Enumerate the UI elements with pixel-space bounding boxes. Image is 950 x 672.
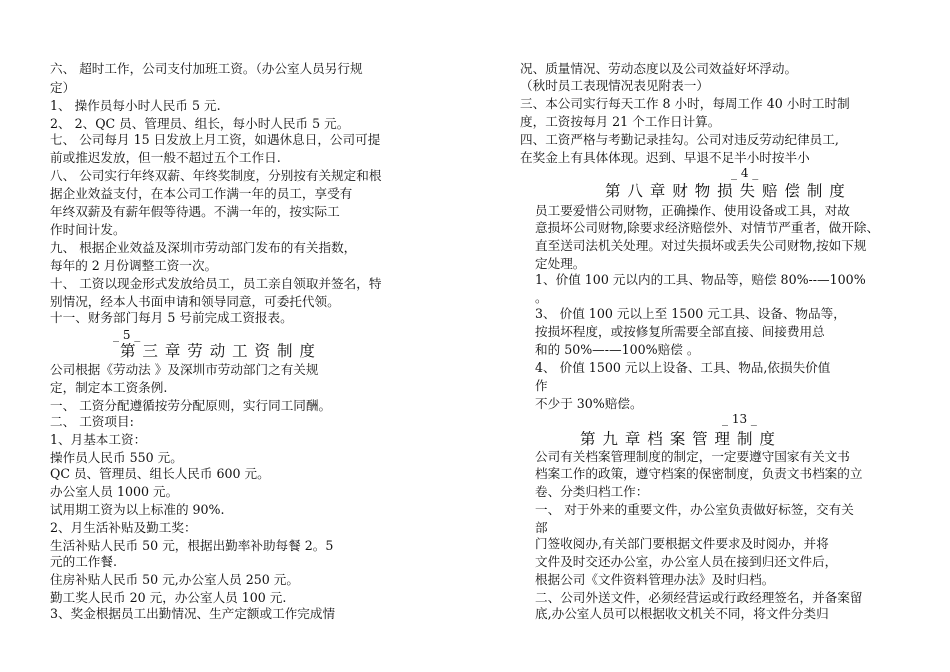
text-line: 一、 对于外来的重要文件，办公室负责做好标签，交有关 [535,502,854,517]
text-line: 3、奖金根据员工出勤情况、生产定额或工作完成情 [50,606,336,621]
text-line: 一、 工资分配遵循按劳分配原则，实行同工同酬。 [50,398,332,413]
text-line: 公司有关档案管理制度的制定，一定要遵守国家有关文书 [535,449,850,464]
text-line: 直至送司法机关处理。对过失损坏或丢失公司财物,按如下规 [535,238,867,253]
text-line: 卷、分类归档工作： [535,484,649,499]
text-line: 公司根据《劳动法 》及深圳市劳动部门之有关规 [50,362,319,377]
text-line: 二、 工资项目: [50,414,134,429]
text-line: 4、 价值 1500 元以上设备、工具、物品,依损失价值 [535,360,831,375]
text-line: 八、 公司实行年终双薪、年终奖制度，分别按有关规定和根 [50,168,382,183]
text-line: 别情况，经本人书面申请和领导同意，可委托代领。 [50,294,340,309]
text-line: 文件及时交还办公室，办公室人员在接到归还文件后， [535,554,838,569]
text-line: 操作员人民币 550 元。 [50,450,183,465]
text-line: 三、本公司实行每天工作 8 小时，每周工作 40 小时工时制 [520,96,850,111]
text-line: 四、工资严格与考勤记录挂勾。公司对违反劳动纪律员工, [520,132,839,147]
page-number: _ 4 _ [731,166,759,180]
text-line: 在奖金上有具体体现。迟到、早退不足半小时按半小 [520,150,810,165]
chapter-title: 第 三 章 劳 动 工 资 制 度 [120,342,316,360]
text-line: 每年的 2 月份调整工资一次。 [50,258,218,273]
text-line: 勤工奖人民币 20 元，办公室人员 100 元. [50,590,287,605]
text-line: 门签收阅办,有关部门要根据文件要求及时阅办，并将 [535,536,829,551]
text-line: 十一、财务部门每月 5 号前完成工资报表。 [50,310,293,325]
text-line: 和的 50%—-—100%赔偿 。 [535,342,700,357]
text-line: 根据公司《文件资料管理办法》及时归档。 [535,572,775,587]
text-line: 3、 价值 100 元以上至 1500 元工具、设备、物品等， [535,306,846,321]
text-line: 部 [535,520,548,535]
text-line: 档案工作的政策，遵守档案的保密制度，负责文书档案的立 [535,466,863,481]
text-line: 1、价值 100 元以内的工具、物品等，赔偿 80%--—100% [535,272,866,287]
text-line: 2、 2、QC 员、管理员、组长，每小时人民币 5 元。 [50,116,350,131]
text-line: 按损坏程度，或按修复所需要全部直接、间接费用总 [535,324,825,339]
page-number: _ 5 _ [113,328,141,342]
text-line: 不少于 30%赔偿。 [535,396,643,411]
text-line: 试用期工资为以上标准的 90%. [50,502,225,517]
text-line: 。 [535,290,548,305]
text-line: 住房补贴人民币 50 元,办公室人员 250 元。 [50,572,299,587]
text-line: 意损坏公司财物,除要求经济赔偿外、对情节严重者，做开除、 [535,220,880,235]
text-line: 定，制定本工资条例. [50,380,168,395]
text-line: 元的工作餐. [50,554,117,569]
right-page [475,0,950,672]
chapter-title: 第 九 章 档 案 管 理 制 度 [580,430,776,448]
text-line: 二、公司外送文件，必须经营运或行政经理签名，并备案留 [535,590,863,605]
text-line: 据企业效益支付，在本公司工作满一年的员工，享受有 [50,186,353,201]
text-line: 员工要爱惜公司财物，正确操作、使用设备或工具，对故 [535,203,850,218]
text-line: QC 员、管理员、组长人民币 600 元。 [50,466,270,481]
text-line: 九、 根据企业效益及深圳市劳动部门发布的有关指数， [50,240,357,255]
text-line: 定处理。 [535,256,586,271]
text-line: （秋时员工表现情况表见附表一） [520,78,709,93]
text-line: 十、 工资以现金形式发放给员工，员工亲自领取并签名，特 [50,276,382,291]
text-line: 前或推迟发放，但一般不超过五个工作日. [50,150,281,165]
text-line: 六、 超时工作，公司支付加班工资。（办公室人员另行规 [50,61,363,76]
text-line: 作 [535,378,548,393]
text-line: 2、月生活补贴及勤工奖： [50,520,197,535]
chapter-title: 第 八 章 财 物 损 失 赔 偿 制 度 [605,182,846,200]
text-line: 况、质量情况、劳动态度以及公司效益好坏浮动。 [520,61,798,76]
page-number: _ 13 _ [722,412,757,426]
text-line: 度，工资按每月 21 个工作日计算。 [520,114,721,129]
text-line: 作时间计发。 [50,222,126,237]
text-line: 生活补贴人民币 50 元，根据出勤率补助每餐 2。5 [50,538,334,553]
text-line: 办公室人员 1000 元。 [50,484,179,499]
text-line: 年终双薪及有薪年假等待遇。不满一年的，按实际工 [50,204,340,219]
text-line: 七、 公司每月 15 日发放上月工资，如遇休息日，公司可提 [50,132,381,147]
text-line: 1、 操作员每小时人民币 5 元. [50,98,221,113]
text-line: 1、月基本工资： [50,432,147,447]
text-line: 底,办公室人员可以根据收文机关不同，将文件分类归 [535,606,829,621]
text-line: 定） [50,80,76,95]
